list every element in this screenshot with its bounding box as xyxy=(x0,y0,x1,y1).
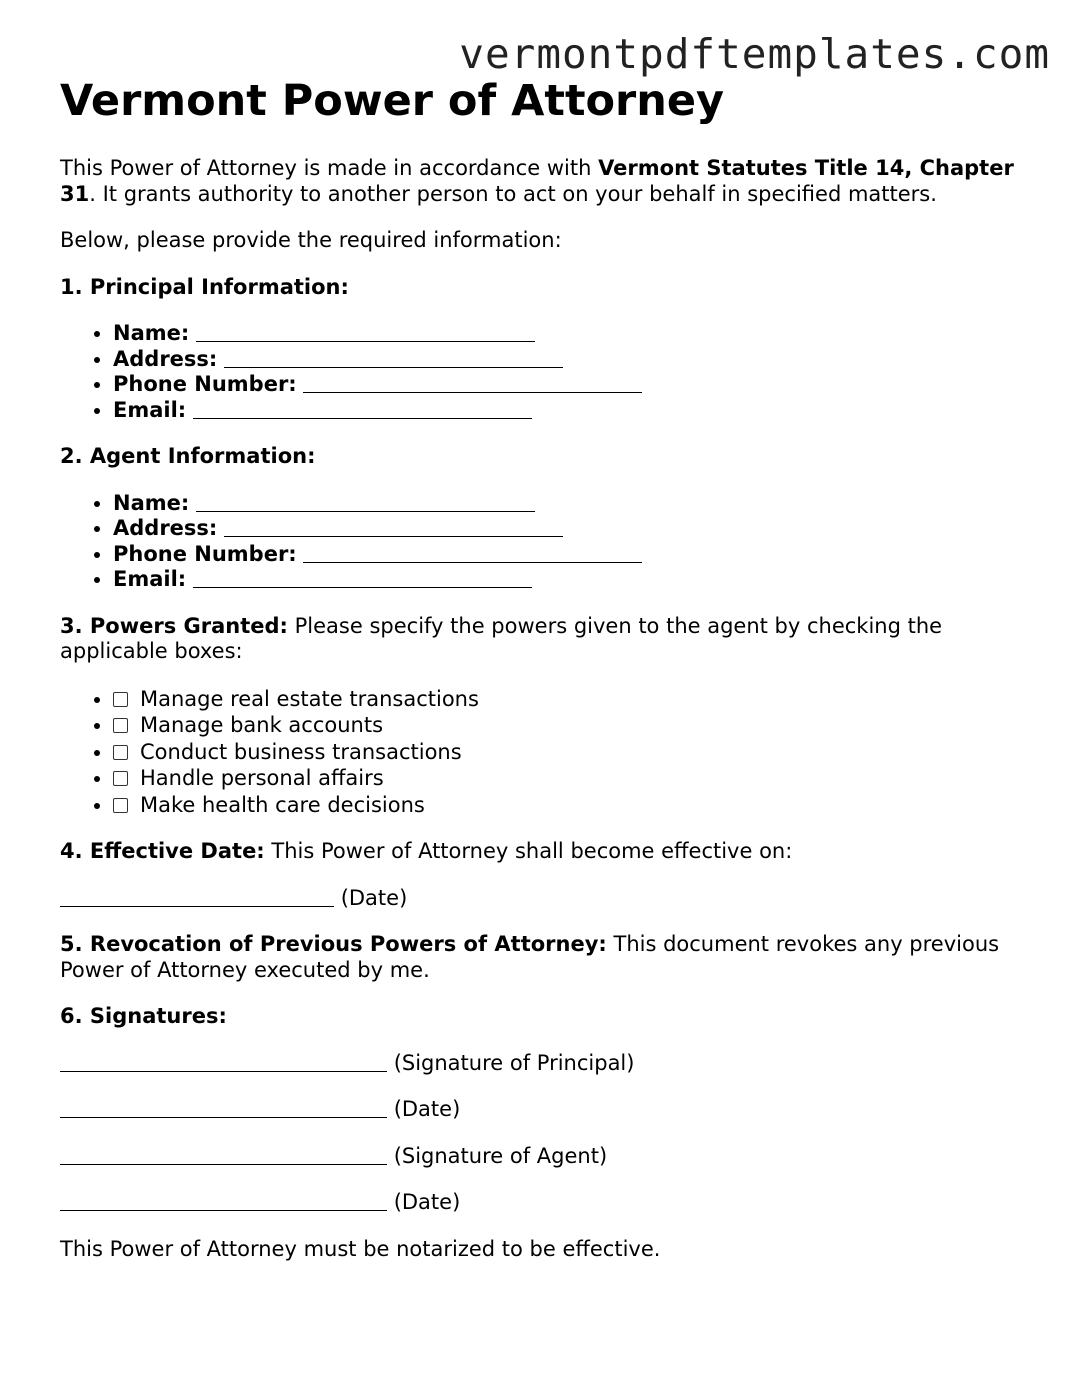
principal-phone-field[interactable]: • Phone Number: xyxy=(113,372,1020,398)
document-body xyxy=(60,156,1020,1283)
power-option[interactable]: • Manage bank accounts xyxy=(113,712,1020,739)
power-option[interactable]: • Manage real estate transactions xyxy=(113,686,1020,713)
agent-signature-line: (Signature of Agent) xyxy=(60,1144,1020,1170)
powers-options xyxy=(60,686,1020,819)
power-option[interactable]: • Conduct business transactions xyxy=(113,739,1020,766)
fill-line[interactable] xyxy=(193,569,532,588)
revocation-paragraph: 5. Revocation of Previous Powers of Attorney: This document revokes any previous Power of Attorney executed by me. xyxy=(60,932,1000,982)
principal-date-line: (Date) xyxy=(60,1097,1020,1123)
fill-line[interactable] xyxy=(60,1146,387,1165)
checkbox-icon[interactable] xyxy=(113,798,128,813)
powers-paragraph: 3. Powers Granted: Please specify the powers given to the agent by checking the applicable boxes: xyxy=(60,613,943,663)
principal-signature-line: (Signature of Principal) xyxy=(60,1051,1020,1077)
agent-phone-field[interactable]: • Phone Number: xyxy=(113,542,1020,568)
agent-email-field[interactable]: • Email: xyxy=(113,567,1020,593)
fill-line[interactable] xyxy=(60,888,334,907)
agent-heading: 2. Agent Information: xyxy=(60,444,316,468)
agent-address-field[interactable]: • Address: xyxy=(113,516,1020,542)
principal-address-field[interactable]: • Address: xyxy=(113,347,1020,373)
fill-line[interactable] xyxy=(60,1099,387,1118)
notary-note: This Power of Attorney must be notarized to be effective. xyxy=(60,1236,661,1261)
power-option[interactable]: • Make health care decisions xyxy=(113,792,1020,819)
checkbox-icon[interactable] xyxy=(113,692,128,707)
agent-fields xyxy=(60,491,1020,593)
signature-block xyxy=(60,1051,1020,1216)
fill-line[interactable] xyxy=(193,400,532,419)
checkbox-icon[interactable] xyxy=(113,718,128,733)
principal-name-field[interactable]: • Name: xyxy=(113,321,1020,347)
fill-line[interactable] xyxy=(224,349,563,368)
principal-fields xyxy=(60,321,1020,423)
signatures-heading: 6. Signatures: xyxy=(60,1004,227,1028)
checkbox-icon[interactable] xyxy=(113,745,128,760)
effective-date-line: (Date) xyxy=(60,886,1020,912)
instruction-text: Below, please provide the required information: xyxy=(60,228,562,252)
fill-line[interactable] xyxy=(196,323,535,342)
agent-name-field[interactable]: • Name: xyxy=(113,491,1020,517)
intro-paragraph: This Power of Attorney is made in accordance with Vermont Statutes Title 14, Chapter 31. It grants authority to another person to act on your behalf in specified matters. xyxy=(60,156,1014,206)
fill-line[interactable] xyxy=(196,493,535,512)
fill-line[interactable] xyxy=(303,544,642,563)
power-option[interactable]: • Handle personal affairs xyxy=(113,765,1020,792)
fill-line[interactable] xyxy=(60,1053,387,1072)
fill-line[interactable] xyxy=(60,1192,387,1211)
effective-date-paragraph: 4. Effective Date: This Power of Attorney shall become effective on: xyxy=(60,839,793,863)
site-watermark: vermontpdftemplates.com xyxy=(459,30,1050,78)
principal-heading: 1. Principal Information: xyxy=(60,274,349,299)
statute-reference: Vermont Statutes Title 14, Chapter 31 xyxy=(60,156,1014,206)
fill-line[interactable] xyxy=(224,518,563,537)
page-title: Vermont Power of Attorney xyxy=(60,76,725,126)
checkbox-icon[interactable] xyxy=(113,771,128,786)
agent-date-line: (Date) xyxy=(60,1190,1020,1216)
fill-line[interactable] xyxy=(303,374,642,393)
principal-email-field[interactable]: • Email: xyxy=(113,398,1020,424)
